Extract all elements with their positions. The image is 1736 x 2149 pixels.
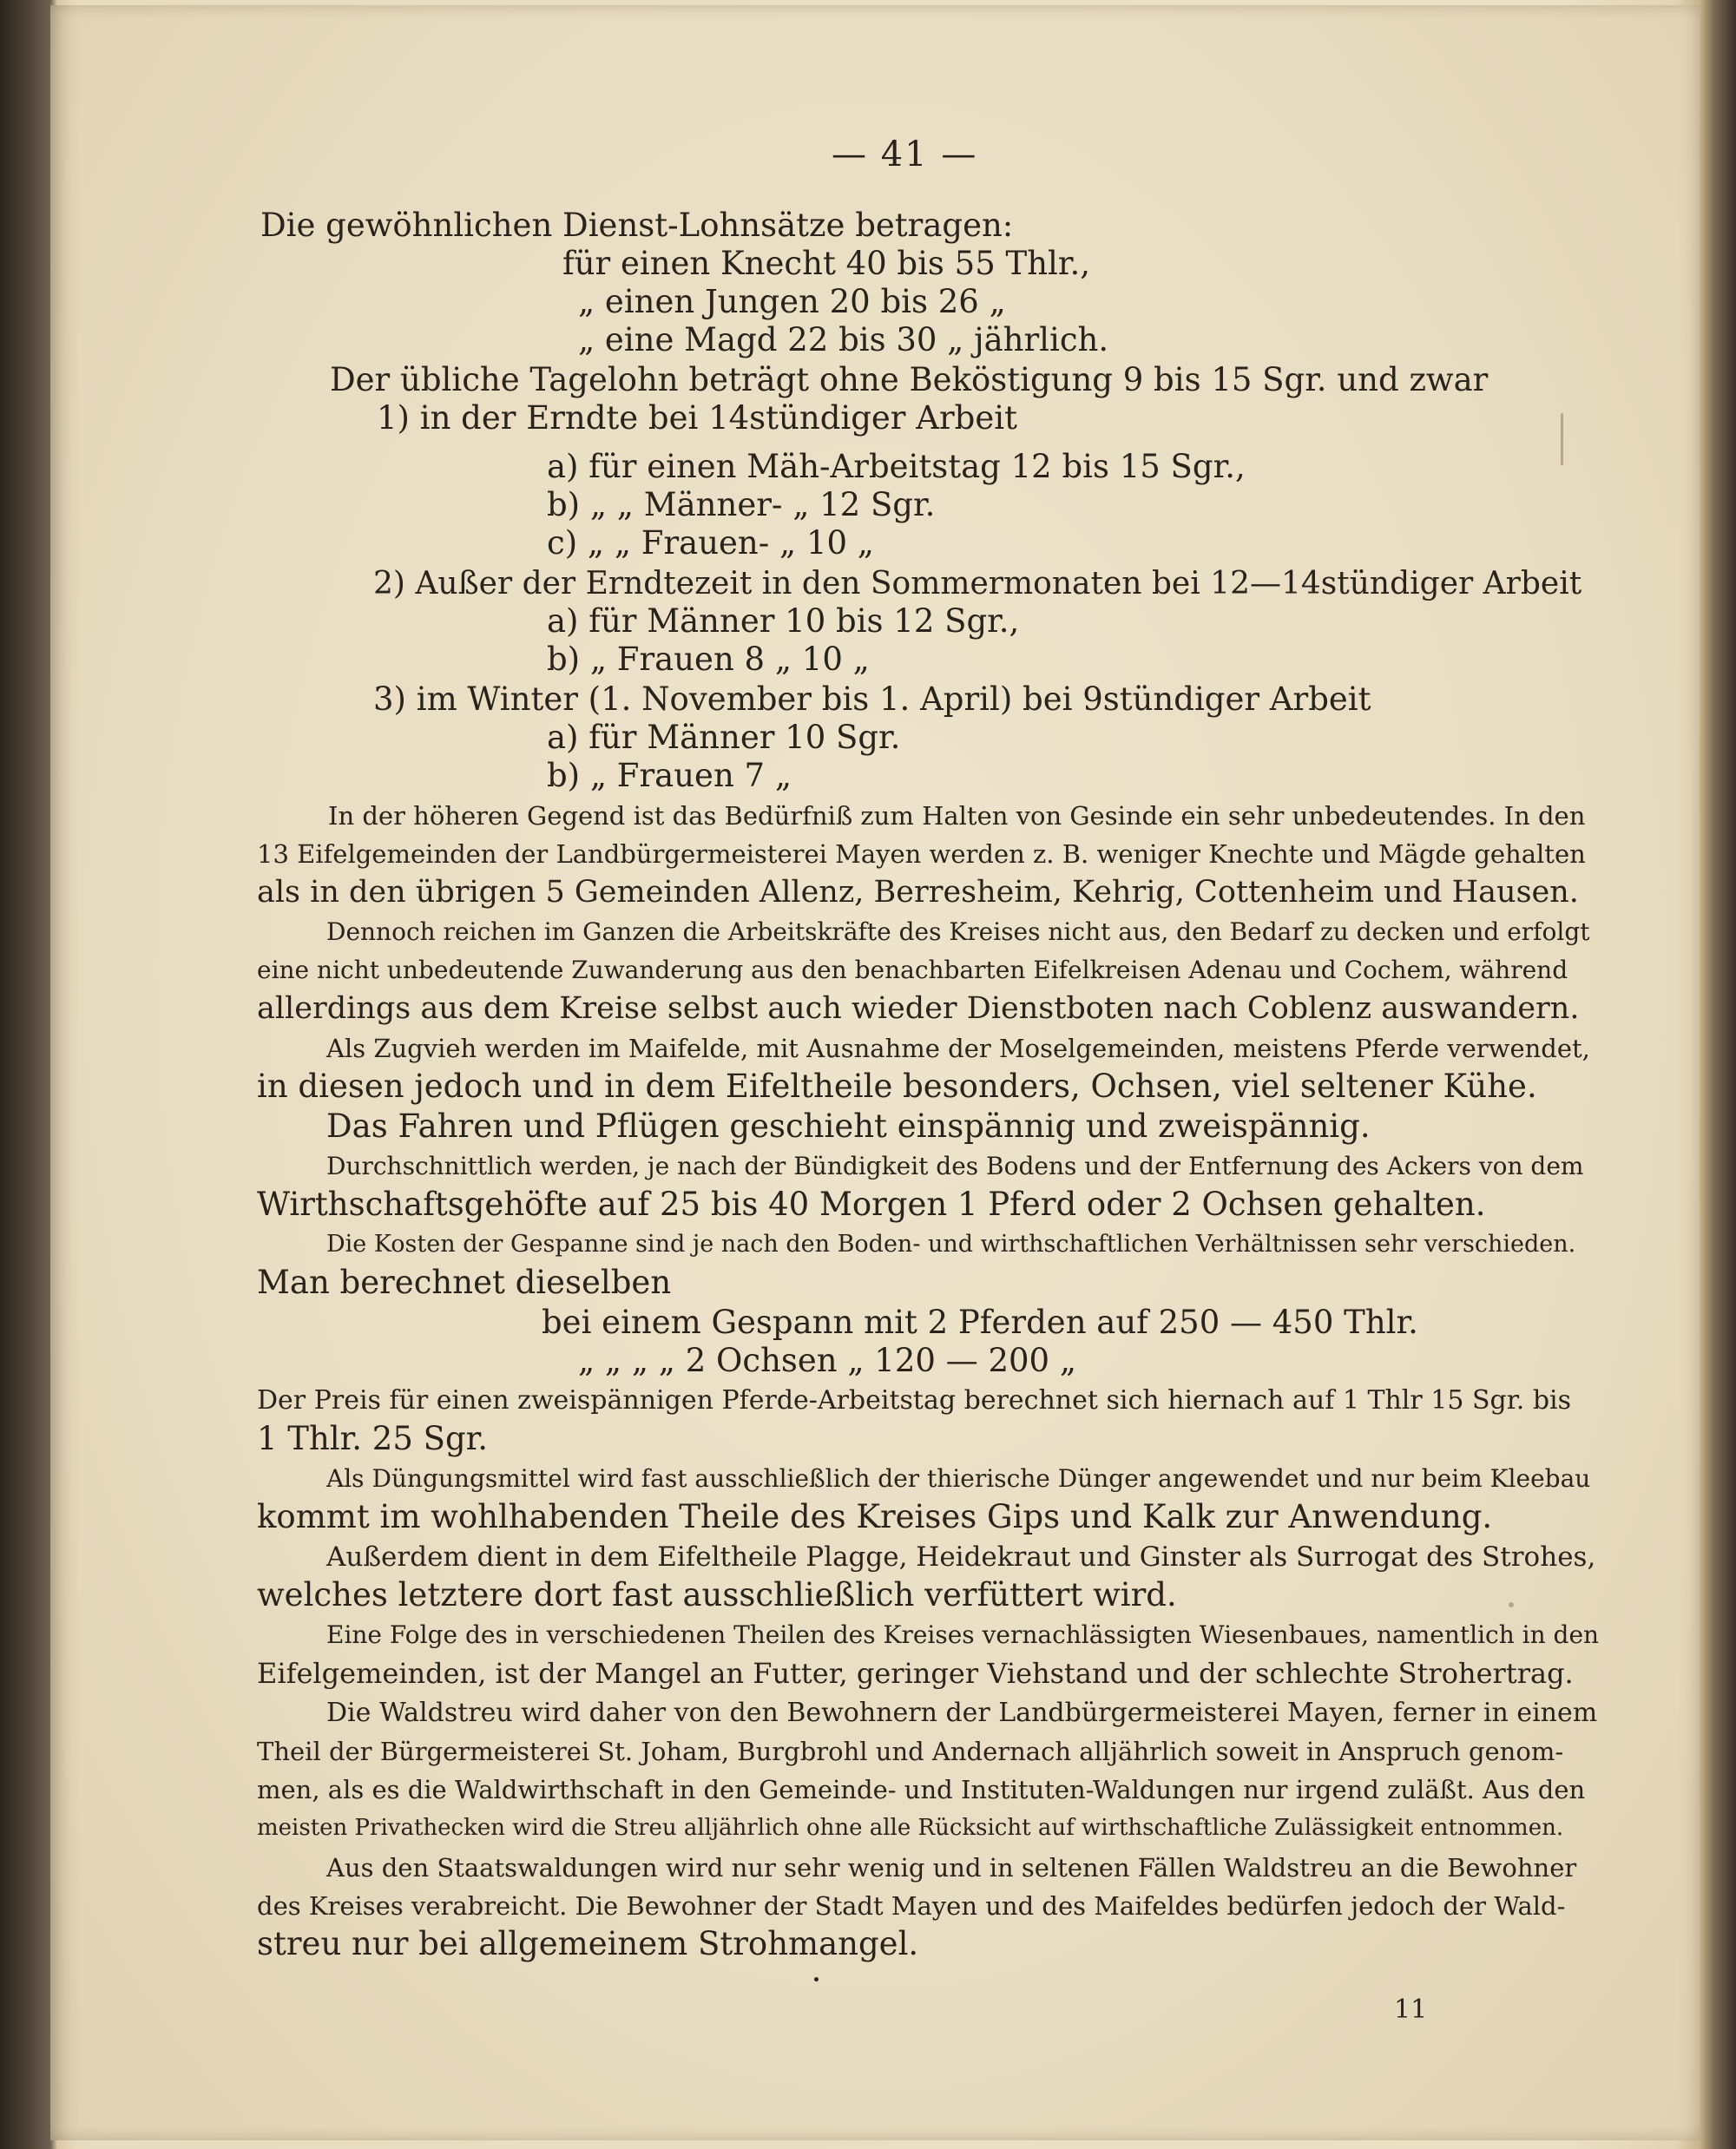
page: [50, 5, 1700, 2140]
text-line: bei einem Gespann mit 2 Pferden auf 250 — 450 Thlr.: [542, 1304, 1418, 1341]
text-line: a) für Männer 10 Sgr.: [547, 719, 901, 756]
text-line: Die Kosten der Gespanne sind je nach den Boden- und wirthschaftlichen Verhältnissen sehr verschieden.: [326, 1231, 1576, 1258]
text-line: b) „ Frauen 8 „ 10 „: [547, 641, 870, 678]
text-line: men, als es die Waldwirthschaft in den Gemeinde- und Instituten-Waldungen nur irgend zuläßt. Aus den: [257, 1775, 1586, 1804]
text-line: b) „ Frauen 7 „: [547, 757, 792, 794]
text-line: Theil der Bürgermeisterei St. Joham, Burgbrohl und Andernach alljährlich soweit in Anspruch genom-: [257, 1737, 1564, 1766]
print-dot: [814, 1977, 819, 1981]
text-line: In der höheren Gegend ist das Bedürfniß zum Halten von Gesinde ein sehr unbedeutendes. In den: [328, 801, 1586, 831]
text-line: Das Fahren und Pflügen geschieht einspännig und zweispännig.: [326, 1107, 1371, 1145]
text-line: „ eine Magd 22 bis 30 „ jährlich.: [578, 321, 1109, 358]
text-line: Als Zugvieh werden im Maifelde, mit Ausnahme der Moselgemeinden, meistens Pferde verwendet,: [326, 1034, 1590, 1063]
text-line: Wirthschaftsgehöfte auf 25 bis 40 Morgen 1 Pferd oder 2 Ochsen gehalten.: [257, 1186, 1486, 1223]
text-line: Aus den Staatswaldungen wird nur sehr wenig und in seltenen Fällen Waldstreu an die Bewohner: [326, 1853, 1577, 1883]
text-line: kommt im wohlhabenden Theile des Kreises Gips und Kalk zur Anwendung.: [257, 1498, 1493, 1535]
text-line: a) für Männer 10 bis 12 Sgr.,: [547, 602, 1020, 640]
text-line: 2) Außer der Erndtezeit in den Sommermonaten bei 12—14stündiger Arbeit: [373, 566, 1582, 601]
text-line: Man berechnet dieselben: [257, 1264, 672, 1301]
signature-mark: 11: [1394, 1995, 1428, 2025]
page-text: [50, 5, 1700, 2140]
text-line: 1) in der Erndte bei 14stündiger Arbeit: [377, 399, 1017, 437]
text-line: Der Preis für einen zweispännigen Pferde-Arbeitstag berechnet sich hiernach auf 1 Thlr 15 Sgr. bis: [257, 1385, 1572, 1416]
text-line: Durchschnittlich werden, je nach der Bündigkeit des Bodens und der Entfernung des Ackers von dem: [326, 1152, 1584, 1180]
text-line: Der übliche Tagelohn beträgt ohne Beköstigung 9 bis 15 Sgr. und zwar: [330, 361, 1489, 398]
page-number: — 41 —: [832, 135, 978, 174]
text-line: 3) im Winter (1. November bis 1. April) bei 9stündiger Arbeit: [373, 680, 1371, 718]
text-line: b) „ „ Männer- „ 12 Sgr.: [547, 486, 936, 523]
text-line: Die Waldstreu wird daher von den Bewohnern der Landbürgermeisterei Mayen, ferner in einem: [326, 1698, 1598, 1728]
text-line: Eine Folge des in verschiedenen Theilen des Kreises vernachlässigten Wiesenbaues, namentlich in den: [326, 1620, 1600, 1649]
text-line: c) „ „ Frauen- „ 10 „: [547, 524, 874, 562]
text-line: Außerdem dient in dem Eifeltheile Plagge, Heidekraut und Ginster als Surrogat des Strohes,: [326, 1541, 1596, 1573]
text-line: allerdings aus dem Kreise selbst auch wieder Dienstboten nach Coblenz auswandern.: [257, 991, 1580, 1026]
text-line: 13 Eifelgemeinden der Landbürgermeisterei Mayen werden z. B. weniger Knechte und Mägde gehalten: [257, 839, 1586, 869]
text-line: a) für einen Mäh-Arbeitstag 12 bis 15 Sgr.,: [547, 448, 1246, 485]
text-line: Die gewöhnlichen Dienst-Lohnsätze betragen:: [260, 207, 1014, 244]
text-line: 1 Thlr. 25 Sgr.: [257, 1420, 489, 1457]
text-line: „ einen Jungen 20 bis 26 „: [578, 283, 1006, 320]
text-line: meisten Privathecken wird die Streu alljährlich ohne alle Rücksicht auf wirthschaftliche Zulässigkeit entnommen.: [257, 1815, 1564, 1841]
text-line: „ „ „ „ 2 Ochsen „ 120 — 200 „: [578, 1342, 1077, 1379]
text-line: in diesen jedoch und in dem Eifeltheile besonders, Ochsen, viel seltener Kühe.: [257, 1068, 1537, 1105]
text-line: Eifelgemeinden, ist der Mangel an Futter, geringer Viehstand und der schlechte Strohertrag.: [257, 1657, 1574, 1690]
text-line: eine nicht unbedeutende Zuwanderung aus den benachbarten Eifelkreisen Adenau und Cochem, während: [257, 956, 1568, 984]
text-line: als in den übrigen 5 Gemeinden Allenz, Berresheim, Kehrig, Cottenheim und Hausen.: [257, 875, 1579, 910]
text-line: streu nur bei allgemeinem Strohmangel.: [257, 1925, 919, 1962]
text-line: Dennoch reichen im Ganzen die Arbeitskräfte des Kreises nicht aus, den Bedarf zu decken und erfolgt: [326, 917, 1590, 946]
text-line: des Kreises verabreicht. Die Bewohner der Stadt Mayen und des Maifeldes bedürfen jedoch der Wald-: [257, 1891, 1566, 1921]
text-line: welches letztere dort fast ausschließlich verfüttert wird.: [257, 1576, 1177, 1613]
text-line: Als Düngungsmittel wird fast ausschließlich der thierische Dünger angewendet und nur beim Kleebau: [326, 1464, 1591, 1493]
text-line: für einen Knecht 40 bis 55 Thlr.,: [562, 245, 1091, 282]
